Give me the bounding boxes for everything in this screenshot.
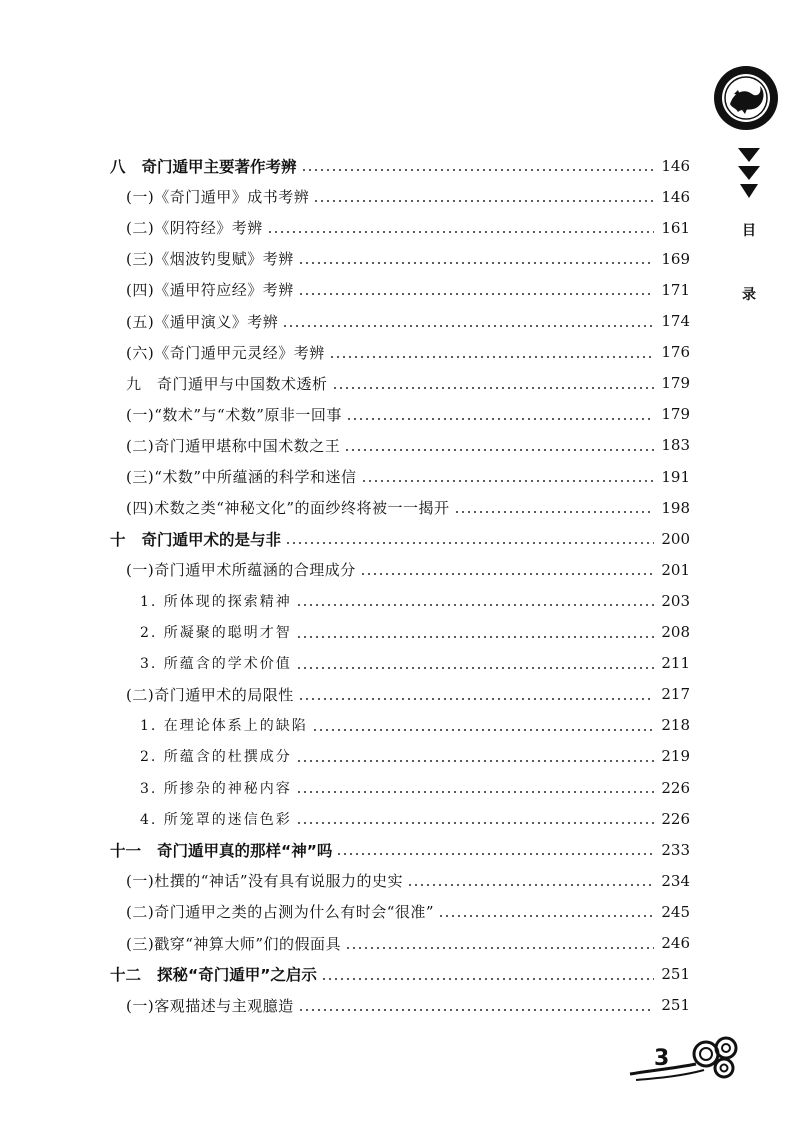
toc-entry-title <box>126 901 438 922</box>
toc-entry-page: 226 <box>661 809 690 828</box>
toc-entry-title <box>126 186 313 207</box>
dragon-emblem-icon <box>712 64 780 132</box>
toc-entry-page: 245 <box>661 902 690 921</box>
toc-entry-text: (六)《奇门遁甲元灵经》考辨 <box>126 343 325 362</box>
toc-entry <box>140 710 690 741</box>
toc-entry-page: 201 <box>661 560 690 579</box>
side-label-mu: 目 <box>742 223 756 239</box>
toc-entry-page: 234 <box>661 871 690 890</box>
toc-entry <box>140 803 690 834</box>
toc-entry-title <box>126 217 267 238</box>
toc-entry-title <box>126 933 345 954</box>
toc-entry-text: 2. 所蕴含的杜撰成分 <box>140 749 292 766</box>
dot-leader <box>312 729 654 731</box>
dot-leader <box>438 915 654 917</box>
toc-entry-title <box>140 778 296 798</box>
toc-entry-page: 146 <box>661 156 690 175</box>
toc-entry-text: (一)“数术”与“术数”原非一回事 <box>126 405 342 424</box>
dot-leader <box>313 200 654 202</box>
toc-entry <box>126 461 690 492</box>
toc-entry-page: 179 <box>661 405 690 424</box>
toc-entry <box>126 399 690 430</box>
dot-leader <box>301 169 654 171</box>
toc-entry-text: (三)“术数”中所蕴涵的科学和迷信 <box>126 468 357 486</box>
toc-entry-page: 217 <box>661 685 690 704</box>
toc-entry-title <box>110 963 321 985</box>
chapter-number: 十一 <box>110 841 142 860</box>
dot-leader <box>407 884 654 886</box>
toc-entry-page: 174 <box>661 312 690 330</box>
toc-entry-title <box>110 528 285 550</box>
dot-leader <box>296 760 654 762</box>
dot-leader <box>267 231 654 233</box>
toc-entry-page: 208 <box>661 623 690 641</box>
toc-entry <box>110 959 690 990</box>
cloud-ornament-icon <box>626 1030 746 1086</box>
toc-entry-title <box>126 497 454 518</box>
toc-entry <box>126 679 690 710</box>
toc-entry-text: 奇门遁甲主要著作考辨 <box>141 157 297 176</box>
toc-entry-title <box>126 373 332 394</box>
toc-entry-page: 251 <box>661 996 690 1015</box>
toc-entry <box>126 337 690 368</box>
dot-leader <box>298 1009 654 1011</box>
page-number: 3 <box>654 1046 670 1071</box>
toc-entry-page: 219 <box>661 747 690 766</box>
toc-entry-title <box>126 311 282 332</box>
toc-entry <box>126 492 690 523</box>
toc-entry-text: (四)《遁甲符应经》考辨 <box>126 281 294 300</box>
toc-entry <box>126 274 690 305</box>
dot-leader <box>298 698 654 700</box>
toc-entry-text: 3. 所掺杂的神秘内容 <box>140 780 292 797</box>
toc-entry-text: (三)戳穿“神算大师”们的假面具 <box>126 934 342 953</box>
dot-leader <box>282 325 654 327</box>
toc-entry-text: (一)《奇门遁甲》成书考辨 <box>126 188 310 207</box>
toc-entry-text: 1. 所体现的探索精神 <box>140 593 292 610</box>
dot-leader <box>329 356 654 358</box>
dot-leader <box>360 573 654 575</box>
toc-entry-title <box>140 746 296 766</box>
toc-entry-page: 251 <box>661 965 690 984</box>
toc-entry-title <box>140 622 296 642</box>
toc-entry-title <box>126 466 361 487</box>
toc-entry-text: (五)《遁甲演义》考辨 <box>126 312 279 331</box>
toc-entry <box>140 617 690 648</box>
toc-entry-title <box>110 839 336 861</box>
toc-entry-title <box>126 342 329 363</box>
toc-entry <box>126 306 690 337</box>
toc-entry-page: 200 <box>661 529 690 548</box>
toc-entry <box>110 523 690 554</box>
toc-entry-text: 3. 所蕴含的学术价值 <box>140 656 292 673</box>
toc-entry-text: (三)《烟波钓叟赋》考辨 <box>126 250 294 269</box>
toc-entry-title <box>126 404 346 425</box>
toc-entry-page: 161 <box>661 218 690 237</box>
toc-entry <box>140 772 690 803</box>
toc-entry-title <box>126 995 298 1016</box>
toc-entry-page: 198 <box>661 498 690 517</box>
toc-entry <box>126 212 690 243</box>
toc-entry-text: 4. 所笼罩的迷信色彩 <box>140 811 292 828</box>
toc-entry-title <box>110 155 301 177</box>
toc-entry-title <box>126 684 298 705</box>
toc-entry-page: 183 <box>661 436 690 455</box>
dot-leader <box>344 449 654 451</box>
toc-entry-title <box>126 435 344 456</box>
toc-entry-text: 1. 在理论体系上的缺陷 <box>140 718 308 735</box>
toc-entry <box>126 928 690 959</box>
toc-entry-title <box>126 870 407 891</box>
toc-entry <box>126 243 690 274</box>
dot-leader <box>346 418 654 420</box>
toc-entry-text: (一)客观描述与主观臆造 <box>126 996 294 1015</box>
toc-entry-page: 146 <box>661 187 690 206</box>
toc-entry-page: 226 <box>661 778 690 797</box>
dot-leader <box>296 636 654 638</box>
dot-leader <box>285 542 654 544</box>
toc-entry-page: 176 <box>661 343 690 362</box>
toc-entry-title <box>126 559 360 580</box>
toc-entry <box>126 865 690 896</box>
toc-entry-title <box>140 591 296 611</box>
chapter-number: 八 <box>110 157 126 176</box>
dot-leader <box>296 791 654 793</box>
toc-entry <box>126 896 690 927</box>
toc-entry-text: (二)《阴符经》考辨 <box>126 219 263 238</box>
triple-down-arrow-icon <box>734 146 764 202</box>
toc-entry-page: 171 <box>661 280 690 299</box>
toc-entry-text: 2. 所凝聚的聪明才智 <box>140 625 292 641</box>
toc-entry-title <box>140 715 312 735</box>
toc-entry <box>126 368 690 399</box>
dot-leader <box>321 978 654 980</box>
toc-entry-page: 203 <box>661 591 690 610</box>
dot-leader <box>296 604 654 606</box>
dot-leader <box>298 262 654 264</box>
dot-leader <box>454 511 654 513</box>
dot-leader <box>361 480 654 482</box>
chapter-number: 十 <box>110 530 126 549</box>
toc-entry-page: 246 <box>661 934 690 952</box>
toc-entry-page: 191 <box>661 467 690 486</box>
dot-leader <box>296 667 654 669</box>
toc-entry <box>140 585 690 616</box>
toc-entry <box>126 181 690 212</box>
toc-entry <box>126 990 690 1021</box>
toc-entry <box>110 150 690 181</box>
dot-leader <box>298 293 654 295</box>
toc-entry-text: 探秘“奇门遁甲”之启示 <box>157 966 317 985</box>
toc-entry-text: 九 奇门遁甲与中国数术透析 <box>126 374 328 393</box>
toc-entry-title <box>126 279 298 300</box>
toc-entry-text: (二)奇门遁甲术的局限性 <box>126 685 294 704</box>
toc-entry <box>126 430 690 461</box>
toc-entry <box>110 834 690 865</box>
toc-entry-page: 211 <box>661 654 690 673</box>
dot-leader <box>336 853 654 855</box>
toc-entry <box>126 554 690 585</box>
toc-entry-text: (二)奇门遁甲堪称中国术数之王 <box>126 436 341 455</box>
dot-leader <box>332 387 654 389</box>
dot-leader <box>345 947 654 949</box>
toc-entry-text: (二)奇门遁甲之类的占测为什么有时会“很准” <box>126 903 435 922</box>
toc-entry-page: 169 <box>661 249 690 268</box>
toc-entry-title <box>126 248 298 269</box>
toc-entry-page: 233 <box>661 840 690 859</box>
dot-leader <box>296 822 654 824</box>
toc-entry-text: (一)奇门遁甲术所蕴涵的合理成分 <box>126 561 356 580</box>
toc-entry-text: (一)杜撰的“神话”没有具有说服力的史实 <box>126 872 404 891</box>
toc-entry-page: 179 <box>661 374 690 393</box>
toc-entry-title <box>140 653 296 673</box>
toc-entry-text: 奇门遁甲真的那样“神”吗 <box>157 841 333 860</box>
toc-entry <box>140 648 690 679</box>
chapter-number: 十二 <box>110 966 142 985</box>
toc-entry-page: 218 <box>661 716 690 735</box>
toc-entry <box>140 741 690 772</box>
toc-entry-text: 奇门遁甲术的是与非 <box>141 530 282 549</box>
side-label-lu: 录 <box>742 287 756 303</box>
toc-entry-text: (四)术数之类“神秘文化”的面纱终将被一一揭开 <box>126 499 450 518</box>
toc-entry-title <box>140 809 296 829</box>
